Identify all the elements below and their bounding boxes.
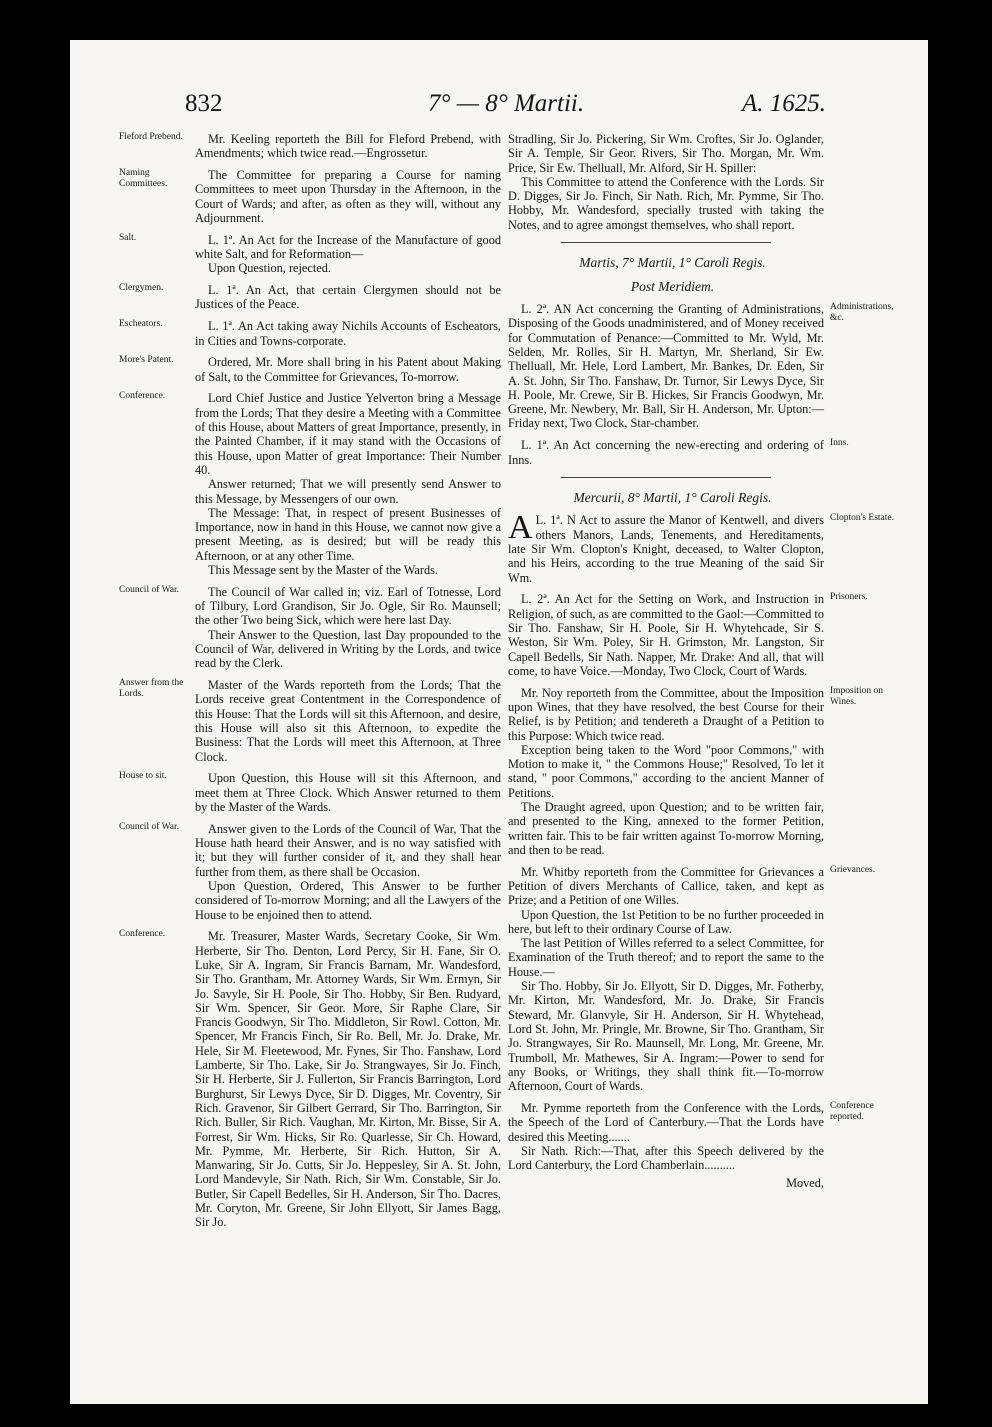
entry-text: N Act to assure the Manor of Kentwell, and divers others Manors, Lands, Tenements, and Hereditaments, late Sir Wm. Clopton's Knight, deceased, to Walter Clopton, and his Heirs, according to the true Meaning of the said Sir Wm. [508, 513, 824, 585]
journal-entry [119, 319, 501, 348]
entry-text: This Message sent by the Master of the Wards. [208, 563, 438, 578]
right-column [508, 132, 894, 1190]
margin-note: Conference reported. [830, 1100, 874, 1122]
margin-note: Conference. [119, 929, 166, 940]
entry-text: The Draught agreed, upon Question; and to be written fair, and presented to the King, annexed to the former Petition, written fair. This to be fair written against To-morrow Morning, and then to be read. [508, 799, 824, 857]
journal-entry [508, 685, 884, 743]
page-year: A. 1625. [742, 90, 827, 117]
margin-note: Imposition on Wines. [830, 685, 884, 707]
continuation-text: Stradling, Sir Jo. Pickering, Sir Wm. Croftes, Sir Jo. Oglander, Sir A. Temple, Sir Geor. Rivers, Sir Tho. Morgan, Mr. Wm. Price, Sir Ew. Thelluall, Mr. Alford, Sir H. Spiller: [508, 132, 824, 175]
margin-note: Prisoners. [830, 592, 868, 603]
journal-entry [119, 584, 501, 628]
entry-text: Sir Nath. Rich:—That, after this Speech delivered by the Lord Canterbury, the Lord Chamberlain.......... [508, 1143, 824, 1173]
section-rule [561, 242, 771, 243]
margin-note: Conference. [119, 391, 166, 402]
journal-entry [508, 979, 824, 1093]
dropcap-entry [508, 509, 894, 585]
entry-text: Upon Question, this House will sit this Afternoon, and meet them at Three Clock. Which Answer returned to them by the Master of the Wards. [195, 771, 501, 814]
left-column [119, 132, 501, 1237]
journal-entry [119, 771, 501, 814]
journal-entry [119, 821, 501, 879]
journal-entry [119, 355, 501, 384]
margin-note: House to sit. [119, 771, 167, 782]
margin-note: Council of War. [119, 821, 180, 832]
journal-entry [508, 743, 824, 800]
margin-note: Inns. [830, 438, 849, 449]
journal-entry [119, 391, 501, 477]
section-rule [561, 477, 771, 478]
entry-text: The Message: That, in respect of present Businesses of Importance, now in hand in this House, we cannot now give a present Meeting, as is desired; but will be ready this Afternoon, or at any other Time. [195, 505, 501, 563]
journal-entry [508, 302, 894, 431]
journal-entry [119, 232, 501, 262]
journal-entry [119, 168, 501, 225]
session-subtitle-1: Post Meridiem. [630, 278, 715, 294]
entry-text: Upon Question, rejected. [208, 261, 331, 276]
margin-note: Council of War. [119, 584, 180, 595]
session-2-entries [508, 592, 884, 1173]
drop-cap-letter: A [508, 509, 533, 547]
entry-text: Answer given to the Lords of the Council of War, That the House hath heard their Answer, and is no way satisfied with it; but they will further consider of it, and they shall hear further from them, as there shall be Occasion. [195, 821, 501, 879]
journal-entry [508, 908, 824, 937]
journal-entry [119, 929, 501, 1230]
entry-text: L. 2ª. An Act for the Setting on Work, and Instruction in Religion, of such, as are committed to the Gaol:—Committed to Sir Tho. Fanshaw, Sir H. Poole, Sir H. Whytehcade, Sir S. Weston, Sir Wm. Poley, Sir H. Grimston, Mr. Langston, Sir Capell Bedells, Sir Nath. Napper, Mr. Drake: And all, that will come, to have Voice.—Monday, Two Clock, Court of Wards. [508, 592, 824, 678]
catchword: Moved, [786, 1175, 824, 1190]
margin-note: Clergymen. [119, 283, 164, 294]
journal-entry [195, 628, 501, 671]
margin-note: Clopton's Estate. [830, 513, 894, 524]
entry-text: Master of the Wards reporteth from the Lords; That the Lords receive great Contentment in the Correspondence of this House: That the Lords will sit this Afternoon, and desire, this House will also sit this Afternoon, to expedite the Business: That the Lords will meet this Afternoon, at Three Clock. [195, 678, 501, 764]
entry-prefix: L. 1ª. [535, 513, 563, 528]
journal-page [70, 40, 928, 1404]
entry-text: Mr. Pymme reporteth from the Conference with the Lords, the Speech of the Lord of Canterbury.—That the Lords have desired this Meeting....... [508, 1100, 824, 1144]
journal-entry [195, 879, 501, 922]
journal-entry [508, 1100, 874, 1144]
session-title-1: Martis, 7° Martii, 1° Caroli Regis. [579, 255, 766, 271]
journal-entry [508, 592, 868, 678]
entry-text: Lord Chief Justice and Justice Yelverton bring a Message from the Lords; That they desire a Meeting with a Committee of this House, about Matters of great Importance, presently, in the Painted Chamber, if it may stand with the Occasions of this House, upon Matter of great Importance: Their Number 40. [195, 391, 501, 477]
entry-text: L. 1ª. An Act taking away Nichils Accounts of Escheators, in Cities and Towns-corporate. [195, 319, 501, 348]
journal-entry [508, 936, 824, 979]
entry-text: The Committee for preparing a Course for naming Committees to meet upon Thursday in the Afternoon, in the Court of Wards; and after, as often as they will, without any Adjournment. [195, 168, 501, 225]
entry-text: Sir Tho. Hobby, Sir Jo. Ellyott, Sir D. Digges, Mr. Fotherby, Mr. Kirton, Mr. Wandesford, Mr. Jo. Drake, Sir Francis Steward, Mr. Glanvyle, Sir H. Anderson, Sir H. Whytehead, Lord St. John, Mr. Pringle, Mr. Browne, Sir Tho. Grantham, Sir Jo. Strangwayes, Sir Ro. Maunsell, Mr. Long, Mr. Greene, Mr. Trumboll, Mr. Mathewes, Sir A. Ingram:—Power to send for any Books, or Writings, they shall think fit.—To-morrow Afternoon, Court of Wards. [508, 979, 824, 1094]
margin-note: More's Patent. [119, 355, 174, 366]
journal-entry [508, 864, 876, 908]
session-title-2: Mercurii, 8° Martii, 1° Caroli Regis. [573, 489, 772, 505]
journal-entry [195, 506, 501, 563]
margin-note: Fleford Prebend. [119, 132, 183, 142]
journal-entry [508, 800, 824, 857]
journal-entry [119, 283, 501, 312]
entry-text: Mr. Treasurer, Master Wards, Secretary Cooke, Sir Wm. Herberte, Sir Tho. Denton, Lord Percy, Sir H. Fane, Sir O. Luke, Sir A. Ingram, Sir Francis Barnam, Mr. Wandesford, Sir Tho. Grantham, Mr. Attorney Wards, Sir Wm. Ermyn, Sir Jo. Savyle, Sir H. Poole, Sir Tho. Hobby, Sir Ben. Rudyard, Sir Wm. Spencer, Sir Geor. More, Sir Raphe Clare, Sir Francis Goodwyn, Sir Tho. Middleton, Sir Rowl. Cotton, Mr. Spencer, Mr Francis Finch, Sir Ro. Bell, Mr. Jo. Drake, Mr. Hele, Sir M. Fleetewood, Mr. Fynes, Sir Tho. Fanshaw, Lord Lamberte, Sir Tho. Lake, Sir Jo. Strangwayes, Sir Jo. Finch, Sir H. Herberte, Sir J. Fullerton, Sir Francis Barrington, Lord Burghurst, Sir Lewys Dyce, Sir D. Digges, Mr. Coventry, Sir Rich. Gravenor, Sir Gilbert Gerrard, Sir Tho. Barrington, Sir Rich. Buller, Sir Rich. Vaughan, Mr. Kirton, Mr. Bisse, Sir A. Forrest, Sir Wm. Hicks, Sir Ro. Quarlesse, Sir Ch. Howard, Mr. Pymme, Mr. Herberte, Sir Rich. Hutton, Sir A. Manwaring, Sir Jo. Cutts, Sir Jo. Heppesley, Sir A. St. John, Lord Mandevyle, Sir Nath. Rich, Sir Wm. Constable, Sir Jo. Butler, Sir Capell Bedelles, Sir H. Anderson, Sir Tho. Dacres, Mr. Coryton, Mr. Greene, Sir John Ellyott, Sir James Bagg, Sir Jo. [195, 929, 501, 1230]
entry-text: Ordered, Mr. More shall bring in his Patent about Making of Salt, to the Committee for Grievances, To-morrow. [195, 355, 501, 384]
margin-note: Grievances. [830, 864, 876, 875]
margin-note: Naming Committees. [119, 168, 168, 190]
continuation-text-2: This Committee to attend the Conference with the Lords. Sir D. Digges, Sir Jo. Finch, Sir Nath. Rich, Mr. Pymme, Sir Tho. Hobby, Mr. Wandesford, specially trusted with taking the Notes, and to agree amongst themselves, who shall report. [508, 174, 824, 232]
margin-note: Escheators. [119, 319, 163, 330]
entry-text: Exception being taken to the Word "poor Commons," with Motion to make it, " the Commons House;" Resolved, To let it stand, " poor Commons," according to the ancient Manner of Petitions. [508, 742, 824, 800]
journal-entry [195, 563, 501, 577]
entry-text: The Council of War called in; viz. Earl of Totnesse, Lord of Tilbury, Lord Grandison, Sir Jo. Ogle, Sir Ro. Maunsell; the other Two being Sick, which were here last Day. [195, 584, 501, 628]
page-number: 832 [185, 90, 223, 117]
journal-entry [195, 477, 501, 506]
page-dates: 7° — 8° Martii. [428, 90, 585, 117]
entry-text: Mr. Whitby reporteth from the Committee for Grievances a Petition of divers Merchants of Callice, taken, and kept as Prize; and a Petition of one Willes. [508, 864, 824, 908]
entry-text: L. 1ª. An Act, that certain Clergymen should not be Justices of the Peace. [195, 283, 501, 312]
journal-entry [508, 438, 849, 467]
margin-note: Administrations, &c. [830, 302, 894, 324]
journal-entry [119, 132, 501, 161]
journal-entry [195, 261, 501, 275]
entry-text: L. 1ª. An Act for the Increase of the Manufacture of good white Salt, and for Reformation— [195, 232, 501, 262]
entry-text: Upon Question, the 1st Petition to be no further proceeded in here, but left to their ordinary Course of Law. [508, 907, 824, 936]
journal-entry [119, 678, 501, 764]
entry-text: L. 2ª. AN Act concerning the Granting of Administrations, Disposing of the Goods unadministered, and of Money received for Commutation of Penance:—Committed to Mr. Wyld, Mr. Selden, Mr. Rolles, Sir H. Martyn, Mr. Sherland, Sir Ew. Thelluall, Mr. Hele, Lord Lambert, Mr. Bankes, Dr. Eden, Sir A. St. John, Sir Tho. Fanshaw, Dr. Turnor, Sir Lewys Dyce, Sir H. Poole, Mr. Crewe, Sir B. Hickes, Sir Francis Goodwyn, Mr. Greene, Mr. Newbery, Mr. Ball, Sir H. Anderson, Mr. Upton:—Friday next, Two Clock, Star-chamber. [508, 302, 824, 431]
entry-text: Mr. Keeling reporteth the Bill for Fleford Prebend, with Amendments; which twice read.—Engrossetur. [195, 132, 501, 161]
margin-note: Salt. [119, 232, 137, 243]
entry-text: Their Answer to the Question, last Day propounded to the Council of War, delivered in Writing by the Lords, and twice read by the Clerk. [195, 627, 501, 671]
session-1-entries [508, 302, 894, 467]
entry-text: Mr. Noy reporteth from the Committee, about the Imposition upon Wines, that they have resolved, the best Course for their Relief, is by Petition; and tendereth a Draught of a Petition to this Purpose: Which twice read. [508, 685, 824, 743]
margin-note: Answer from the Lords. [119, 678, 184, 700]
journal-entry [508, 1144, 824, 1173]
entry-text: L. 1ª. An Act concerning the new-erecting and ordering of Inns. [508, 438, 824, 467]
entry-text: Upon Question, Ordered, This Answer to be further considered of To-morrow Morning; and all the Lawyers of the House to be enjoined then to attend. [195, 878, 501, 922]
entry-text: The last Petition of Willes referred to a select Committee, for Examination of the Truth thereof; and to report the same to the House.— [508, 936, 824, 979]
entry-text: Answer returned; That we will presently send Answer to this Message, by Messengers of our own. [195, 477, 501, 506]
